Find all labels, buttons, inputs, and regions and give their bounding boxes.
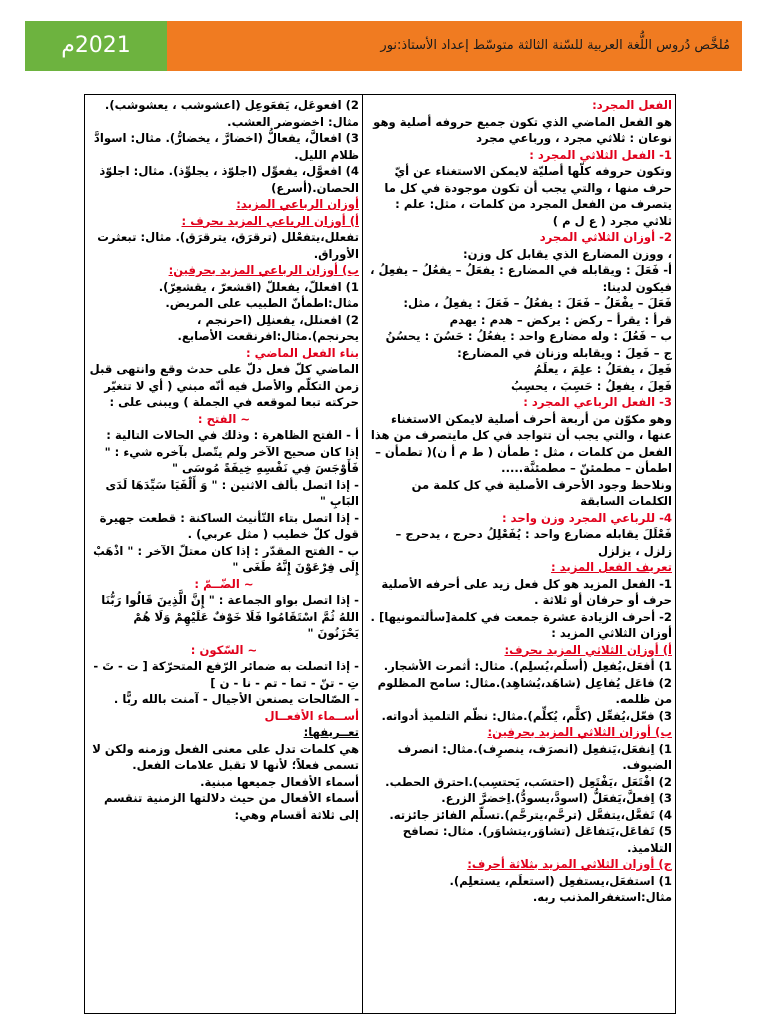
right-paragraph: 4) تَفعَّل،يتفعَّل (ترحَّم،يترحَّم).تسلّم الفائز جائزته. <box>389 807 672 822</box>
left-paragraph: ب) أوزان الرباعي المزيد بحرفين: <box>168 263 359 277</box>
right-paragraph: ، ووزن المضارع الذي يقابل كل وزن: <box>463 246 672 261</box>
left-paragraph: تفعلل،يتفعْلل (ترقرَق، يترقرَق). مثال: تبعثرت الأوراق. <box>97 230 359 261</box>
left-paragraph: أوزان الرباعي المزيد: <box>236 197 359 211</box>
right-paragraph: فَعِلَ ، يفعَلُ : علِمَ ، يعلَمُ <box>533 362 672 376</box>
left-paragraph: - إذا اتصل بتاء التّأنيث الساكنة : قطعت جهيرة قول كلّ خطيب ( مثل عربي) . <box>99 510 359 541</box>
right-paragraph: ونلاحظ وجود الأحرف الأصلية في كل كلمة من الكلمات السابقة <box>411 477 672 508</box>
right-paragraph: الفعل المجرد: <box>592 98 672 112</box>
right-paragraph: 3) اِفعلَّ،يَفعَلُّ (اسودَّ،يسودُّ).اِخضرَّ الزرع. <box>441 791 672 805</box>
right-paragraph: 1- الفعل المزيد هو كل فعل زيد على أحرفه الأصلية حرف أو حرفان أو ثلاثة . <box>381 576 672 607</box>
right-paragraph: 1) استفعَل،يستفعِل (استعلَم، يستعلِم). مثال:استغفرالمذنب ربه. <box>449 873 672 904</box>
right-paragraph: 2- أوزان الثلاثي المجرد <box>539 230 672 244</box>
left-paragraph: هي كلمات تدل على معنى الفعل وزمنه ولكن لا تسمى فعلاً؛ لأنها لا تقبل علامات الفعل. <box>92 741 359 772</box>
right-paragraph: وهو مكوّن من أربعة أحرف أصلية لايمكن الاستغناء عنها ، والتي يجب أن تتواجد في كل مايتصرف من هذا الفعل من كلمات ، مثل : طمأن ( ط م أ ن)( تطمأن – اطمأن – مطمئنّ – مطمئنَّة..... <box>370 411 672 475</box>
left-paragraph: الماضي كلّ فعل دلّ على حدث وقع وانتهى قبل زمن التكلّم والأصل فيه أنّه مبني ( أي لا تتغيّر حركته تبعا لموقعه في الجملة ) ويبنى على : <box>89 362 359 409</box>
left-paragraph: 1) افعللّ، يفعللّ (اقشعرّ ، يقشعِرّ). مثال:اطمأنّ الطبيب على المريض. <box>158 279 359 310</box>
left-paragraph: أسماء الأفعال من حيث دلالتها الزمنية تنقسم إلى ثلاثة أقسام وهي: <box>104 791 359 822</box>
right-paragraph: 1) أفعَل،يُفعِل (أسلَم،يُسلِم). مثال: أثمرت الأشجار. <box>383 659 672 673</box>
left-paragraph: ~ الضّــمّ : <box>194 576 254 591</box>
left-paragraph: 4) افعوَّل، يفعوِّل (اجلوّذ ، يجلوِّذ). مثال: اجلوّذ الحصان.(أسرع) <box>99 164 359 195</box>
header-year: 2021م <box>25 21 167 71</box>
right-paragraph: فَعْلَلَ يقابله مضارع واحد : يُفَعْلِلُ دحرج ، يدحرج – زلزل ، يزلزل <box>395 527 672 558</box>
left-paragraph: 2) افعنلل، يفعنلِل (احرنجم ، يحرنجم).مثال:افرنقعت الأصابع. <box>177 312 359 343</box>
right-paragraph: 2- أحرف الزيادة عشرة جمعت في كلمة[سألتمونيها] . أوزان الثلاثي المزيد : <box>370 609 672 640</box>
right-paragraph: 2) افْتَعَل ،يَفْتَعِل (احتسَب، يَحتسِب).احترق الحطب. <box>385 774 672 789</box>
left-column <box>89 97 359 1011</box>
header-title: مُلخَّص دُروس اللُّغة العربية للسّنة الثالثة متوسّط إعداد الأستاذ:نور <box>167 21 742 71</box>
right-paragraph: 2) فاعَل يُفاعِل (شاهَد،يُشاهِد).مثال: سامح المظلوم من ظلمه. <box>377 675 672 706</box>
left-paragraph: ~ الفتح : <box>197 411 251 426</box>
page-header <box>25 21 742 71</box>
right-paragraph: هو الفعل الماضي الذي تكون جميع حروفه أصلية وهو نوعان : ثلاثي مجرد ، ورباعي مجرد <box>373 114 672 145</box>
left-paragraph: أســماء الأفعــال <box>264 708 359 723</box>
left-paragraph: ب - الفتح المقدّر : إذا كان معتلّ الآخر : " اذْهَبْ إِلَى فِرْعَوْنَ إِنَّهُ طَغَى " <box>93 543 359 574</box>
left-paragraph: إذا كان صحيح الآخر ولم يتّصل بآخره شيء : " فَأَوْجَسَ فِي نَفْسِهِ خِيفَةً مُوسَى " <box>104 444 359 475</box>
right-paragraph: فَعِلَ ، يفعِلُ : حَسِبَ ، يحسِبُ <box>511 378 672 393</box>
right-column <box>366 97 672 1011</box>
document-page <box>84 94 676 1014</box>
left-paragraph: - الصّالحات يصنعن الأجيال - آمنت بالله ربًّا . <box>113 692 359 706</box>
left-paragraph: تعــريفها: <box>303 725 359 739</box>
left-paragraph: ~ السّكون : <box>190 642 258 657</box>
right-paragraph: 1) اِنفعَل،يَنفعِل (انصرَف، ينصرِف).مثال: انصرف الضيوف. <box>397 741 672 772</box>
left-paragraph: - إذا اتصل بألف الاثنين : " وَ أَلْفَيَا سَيِّدَهَا لَدَى البَابِ " <box>105 477 359 508</box>
left-paragraph: - إذا اتصل بواو الجماعة : " إِنَّ الَّذِينَ قَالُوا رَبُّنَا اللهُ ثُمَّ اسْتَقَامُوا فَلَا خَوْفٌ عَلَيْهِمْ وَلَا هُمْ يَحْزَنُونَ " <box>101 593 359 640</box>
right-paragraph: تعريف الفعل المزيد : <box>551 560 672 574</box>
right-paragraph: ب) أوزان الثلاثي المزيد بحرفين: <box>487 725 672 739</box>
right-paragraph: أ) أوزان الثلاثي المزيد بحرف: <box>504 642 672 657</box>
right-paragraph: 4- للرباعي المجرد وزن واحد : <box>502 510 672 525</box>
right-paragraph: 1- الفعل الثلاثي المجرد : <box>529 147 672 162</box>
right-paragraph: قرأ : يقرأ – ركض : يركض – هدم : يهدم <box>449 312 672 327</box>
right-paragraph: 5) تَفاعَل،يَتفاعَل (تشاوَر،يتشاوَر). مثال: تصافح التلاميذ. <box>402 824 672 855</box>
right-paragraph: ج – فَعِلَ : ويقابله وزنان في المضارع: <box>457 345 672 360</box>
column-divider <box>362 95 363 1013</box>
left-paragraph: 2) افعوعَل، يَفعَوعِل (اعشوشب ، يعشوشب). مثال: اخضوضر العشب. <box>104 98 359 129</box>
left-paragraph: 3) افعالَّ، يفعالُّ (اخضارَّ ، يخضارُّ). مثال: اسوادَّ ظلام الليل. <box>93 131 359 162</box>
left-paragraph: بناء الفعل الماضي : <box>245 345 359 360</box>
right-paragraph: أ- فَعَلَ : ويقابله في المضارع : يفعَلُ – يفعُلُ – يفعِلُ ، فيكون لدينا: <box>370 263 672 294</box>
right-paragraph: ب – فَعُلَ : وله مضارع واحد : يفعُلُ : حَسُنَ : يحسُنُ <box>385 329 672 343</box>
left-paragraph: أسماء الأفعال جميعها مبنية. <box>200 774 359 789</box>
right-paragraph: 3) فعّل،يُفعِّل (كلَّم، يُكلِّم).مثال: نظّم التلميذ أدواته. <box>381 708 672 723</box>
left-paragraph: أ - الفتح الظاهرة : وذلك في الحالات التالية : <box>106 428 359 442</box>
right-paragraph: ج) أوزان الثلاثي المزيد بثلاثة أحرف: <box>467 857 672 871</box>
left-paragraph: أ) أوزان الرباعي المزيد بحرف : <box>181 213 359 228</box>
right-paragraph: 3- الفعل الرباعي المجرد : <box>523 395 672 409</box>
right-paragraph: فَعَلَ – يفْعَلُ – فَعَلَ : يفعُلُ – فَعَلَ : يفعِلُ ، مثل: <box>403 296 672 310</box>
left-paragraph: - إذا اتصلت به ضمائر الرّفع المتحرّكة [ ت - تَ - تِ - تنّ - تما - تم - نا - ن ] <box>93 659 359 690</box>
right-paragraph: وتكون حروفه كلّها أصليّة لايمكن الاستغناء عن أيّ حرف منها ، والتي يجب أن تكون موجودة في كل ما يتصرف من الفعل المجرد من كلمات ، مثل: علم : ثلاثي مجرد ( ع ل م ) <box>384 164 672 228</box>
